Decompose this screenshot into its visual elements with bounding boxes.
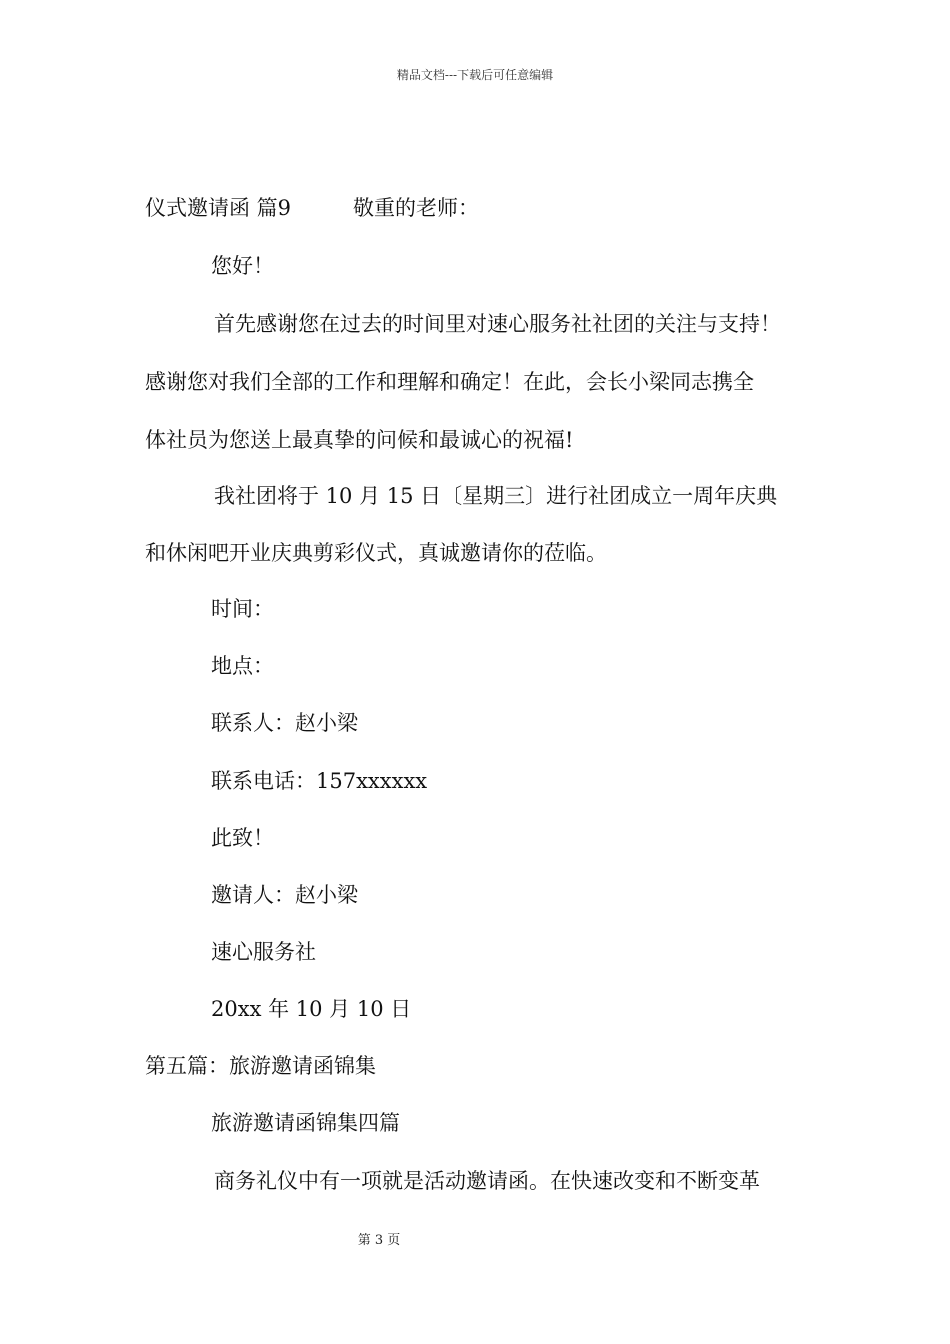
place-label: 地点： xyxy=(211,654,274,678)
paragraph-1-line-3: 体社员为您送上最真挚的问候和最诚心的祝福! xyxy=(145,428,574,452)
page-header-note: 精品文档---下载后可任意编辑 xyxy=(396,68,554,82)
paragraph-2-line-1: 我社团将于 10 月 15 日〔星期三〕进行社团成立一周年庆典 xyxy=(214,484,778,508)
paragraph-1-line-2: 感谢您对我们全部的工作和理解和确定！在此，会长小梁同志携全 xyxy=(145,370,754,394)
document-title: 仪式邀请函 篇9 xyxy=(145,196,292,220)
page-number: 第 3 页 xyxy=(357,1233,401,1248)
greeting: 您好！ xyxy=(211,254,274,278)
time-label: 时间： xyxy=(211,597,274,621)
inviter: 邀请人：赵小梁 xyxy=(211,883,358,907)
title-line xyxy=(145,193,479,223)
salutation: 敬重的老师： xyxy=(353,196,480,220)
contact-person: 联系人：赵小梁 xyxy=(211,711,358,735)
section-5-heading: 第五篇：旅游邀请函锦集 xyxy=(145,1054,376,1078)
section-subtitle: 旅游邀请函锦集四篇 xyxy=(211,1111,400,1135)
paragraph-3-line-1: 商务礼仪中有一项就是活动邀请函。在快速改变和不断变革 xyxy=(214,1169,760,1193)
closing-remark: 此致！ xyxy=(211,826,274,850)
organization: 速心服务社 xyxy=(211,940,316,964)
contact-phone: 联系电话：157xxxxxx xyxy=(211,769,428,793)
paragraph-1-line-1: 首先感谢您在过去的时间里对速心服务社社团的关注与支持！ xyxy=(214,312,781,336)
paragraph-2-line-2: 和休闲吧开业庆典剪彩仪式，真诚邀请你的莅临。 xyxy=(145,541,607,565)
letter-date: 20xx 年 10 月 10 日 xyxy=(211,997,412,1021)
